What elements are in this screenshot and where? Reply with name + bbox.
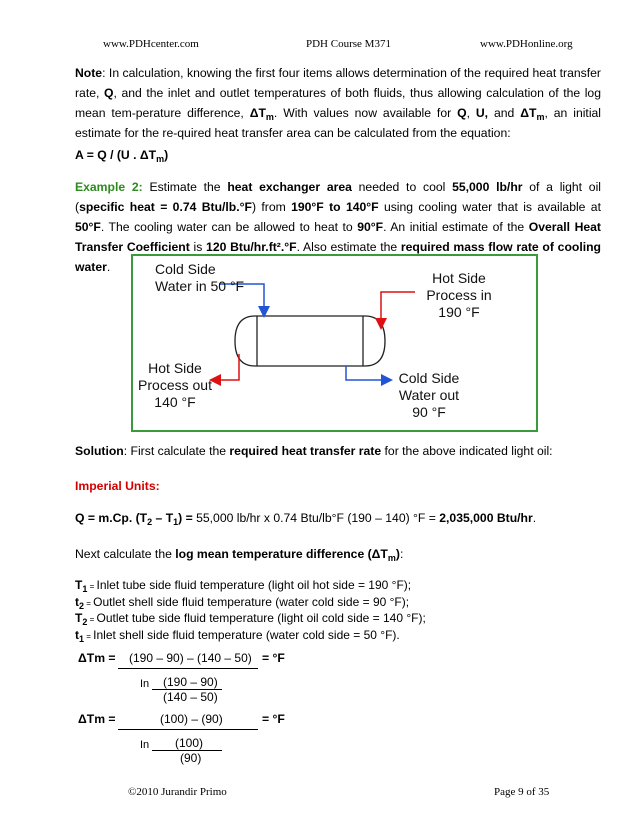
definition-item: $T_2$ = Outlet tube side fluid temperature (light oil cold side = 140 °F); xyxy=(75,611,426,627)
formula2-equals: = °F xyxy=(262,712,285,726)
formula2-inner-den: (90) xyxy=(180,751,202,765)
definition-item: $t_1$ = Inlet shell side fluid temperature (water cold side = 50 °F). xyxy=(75,627,400,644)
lmtd-intro: Next calculate the log mean temperature difference $(\Delta T_m)$: xyxy=(75,547,404,563)
formula1-numerator: (190 – 90) – (140 – 50) xyxy=(129,651,252,665)
formula1-equals: = °F xyxy=(262,651,285,665)
formula2-ln: In xyxy=(140,739,150,751)
footer-page-number: Page 9 of 35 xyxy=(494,786,550,798)
hot-in-arrow xyxy=(381,292,415,324)
formula2-inner-num: (100) xyxy=(175,736,204,750)
formula1-inner-den: (140 – 50) xyxy=(163,690,218,704)
header-right: www.PDHonline.org xyxy=(480,38,573,50)
area-equation: A = Q / (U . $\Delta T_m$) xyxy=(75,148,169,164)
formula2-lhs: ΔTm = xyxy=(78,712,116,726)
formula1-lhs: ΔTm = xyxy=(78,651,116,665)
imperial-units-heading: Imperial Units: xyxy=(75,479,160,493)
formula1-ln: In xyxy=(140,678,150,690)
header-left: www.PDHcenter.com xyxy=(103,38,199,50)
heat-exchanger-diagram xyxy=(131,254,538,432)
note-paragraph: Note: In calculation, knowing the first four items allows determination of the required heat transfer rate, Q, and the inlet and outlet temperatures of both fluids, thus allowing calculation of the log mean tem-perature difference, $\Delta T_m$. With values now available for Q, U, and $\Delta T_m$, an initial estimate for the re-quired heat transfer area can be calculated from the equation: xyxy=(75,66,602,140)
temperature-definitions xyxy=(75,578,426,644)
formula1-fraction-bar xyxy=(118,668,258,669)
header-center: PDH Course M371 xyxy=(306,38,391,50)
q-equation: Q = m.Cp. $(T_2 - T_1) = 55,000$ lb/hr x 0.74 Btu/lb°F (190 – 140) °F = 2,035,000 Btu/hr. xyxy=(75,511,537,527)
formula1-inner-num: (190 – 90) xyxy=(163,675,218,689)
definition-item: $T_1$ = Inlet tube side fluid temperature (light oil hot side = 190 °F); xyxy=(75,578,412,594)
hot-out-arrow xyxy=(215,354,239,380)
formula2-fraction-bar xyxy=(118,729,258,730)
definition-item: $t_2$ = Outlet shell side fluid temperature (water cold side = 90 °F); xyxy=(75,594,410,611)
example-paragraph: Example 2: Estimate the heat exchanger area needed to cool 55,000 lb/hr of a light oil (specific heat = 0.74 Btu/lb.°F) from 190°F to 140°F using cooling water that is available at 50°F. The cooling water can be allowed to heat to 90°F. An initial estimate of the Overall Heat Transfer Coefficient is 120 Btu/hr.ft².°F. Also estimate the required mass flow rate of cooling water. xyxy=(75,180,601,274)
cold-in-label: Cold Side Water in 50 °F xyxy=(155,261,245,294)
solution-line: Solution: First calculate the required heat transfer rate for the above indicated light oil: xyxy=(75,444,553,458)
cold-out-label: Cold Side Water out 90 °F xyxy=(398,370,460,420)
cold-out-arrow xyxy=(346,366,387,380)
hot-out-label: Hot Side Process out 140 °F xyxy=(138,360,212,410)
formula2-numerator: (100) – (90) xyxy=(160,712,223,726)
hot-in-label: Hot Side Process in 190 °F xyxy=(426,270,492,320)
footer-left: ©2010 Jurandir Primo xyxy=(128,786,227,798)
